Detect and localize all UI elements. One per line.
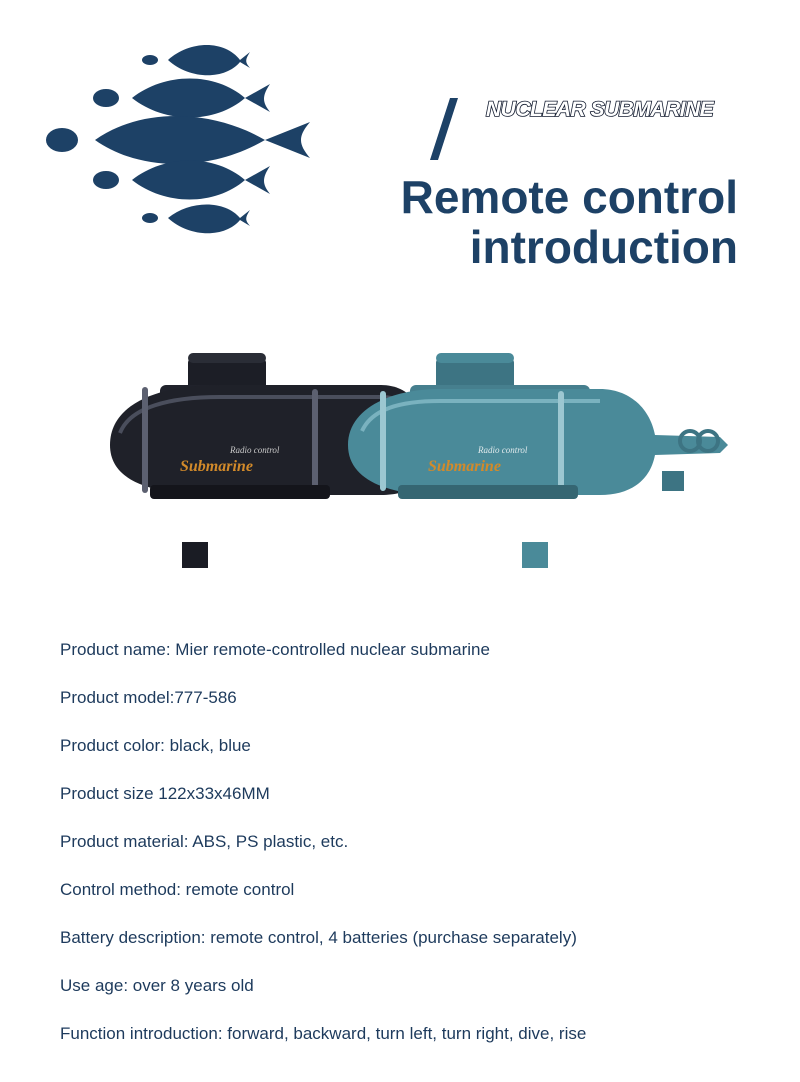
logo-dot bbox=[46, 128, 78, 152]
title-line-1: Remote control bbox=[400, 171, 738, 223]
spec-use-age: Use age: over 8 years old bbox=[60, 976, 254, 995]
logo-fish bbox=[132, 79, 270, 118]
logo-dot bbox=[142, 55, 158, 65]
spec-product-model: Product model:777-586 bbox=[60, 688, 237, 707]
logo-fish bbox=[168, 45, 250, 75]
logo-dot bbox=[93, 89, 119, 107]
blue-hull-label: Submarine bbox=[428, 458, 501, 475]
blue-submarine bbox=[348, 353, 728, 499]
slash-divider bbox=[430, 98, 458, 160]
spec-product-material: Product material: ABS, PS plastic, etc. bbox=[60, 832, 349, 851]
blue-hull-sublabel: Radio control bbox=[478, 445, 528, 455]
spec-control-method: Control method: remote control bbox=[60, 880, 295, 899]
spec-product-size: Product size 122x33x46MM bbox=[60, 784, 270, 803]
logo-fish bbox=[168, 205, 250, 234]
spec-product-name: Product name: Mier remote-controlled nuclear submarine bbox=[60, 640, 490, 659]
spec-function-introduction: Function introduction: forward, backward, turn left, turn right, dive, rise bbox=[60, 1024, 587, 1043]
spec-list bbox=[60, 637, 586, 1069]
logo-fish bbox=[132, 161, 270, 200]
color-swatch-blue bbox=[522, 542, 548, 568]
page-title bbox=[401, 172, 738, 272]
logo-fish bbox=[95, 116, 310, 164]
spec-product-color: Product color: black, blue bbox=[60, 736, 251, 755]
title-line-2: introduction bbox=[469, 221, 738, 273]
spec-battery-description: Battery description: remote control, 4 batteries (purchase separately) bbox=[60, 928, 577, 947]
color-swatch-black bbox=[182, 542, 208, 568]
logo-dot bbox=[142, 213, 158, 223]
black-hull-sublabel: Radio control bbox=[230, 445, 280, 455]
black-hull-label: Submarine bbox=[180, 458, 253, 475]
wave-fish-logo bbox=[40, 40, 340, 240]
logo-dot bbox=[93, 171, 119, 189]
submarine-product-image bbox=[80, 345, 740, 525]
tagline: NUCLEAR SUBMARINE bbox=[486, 98, 714, 121]
